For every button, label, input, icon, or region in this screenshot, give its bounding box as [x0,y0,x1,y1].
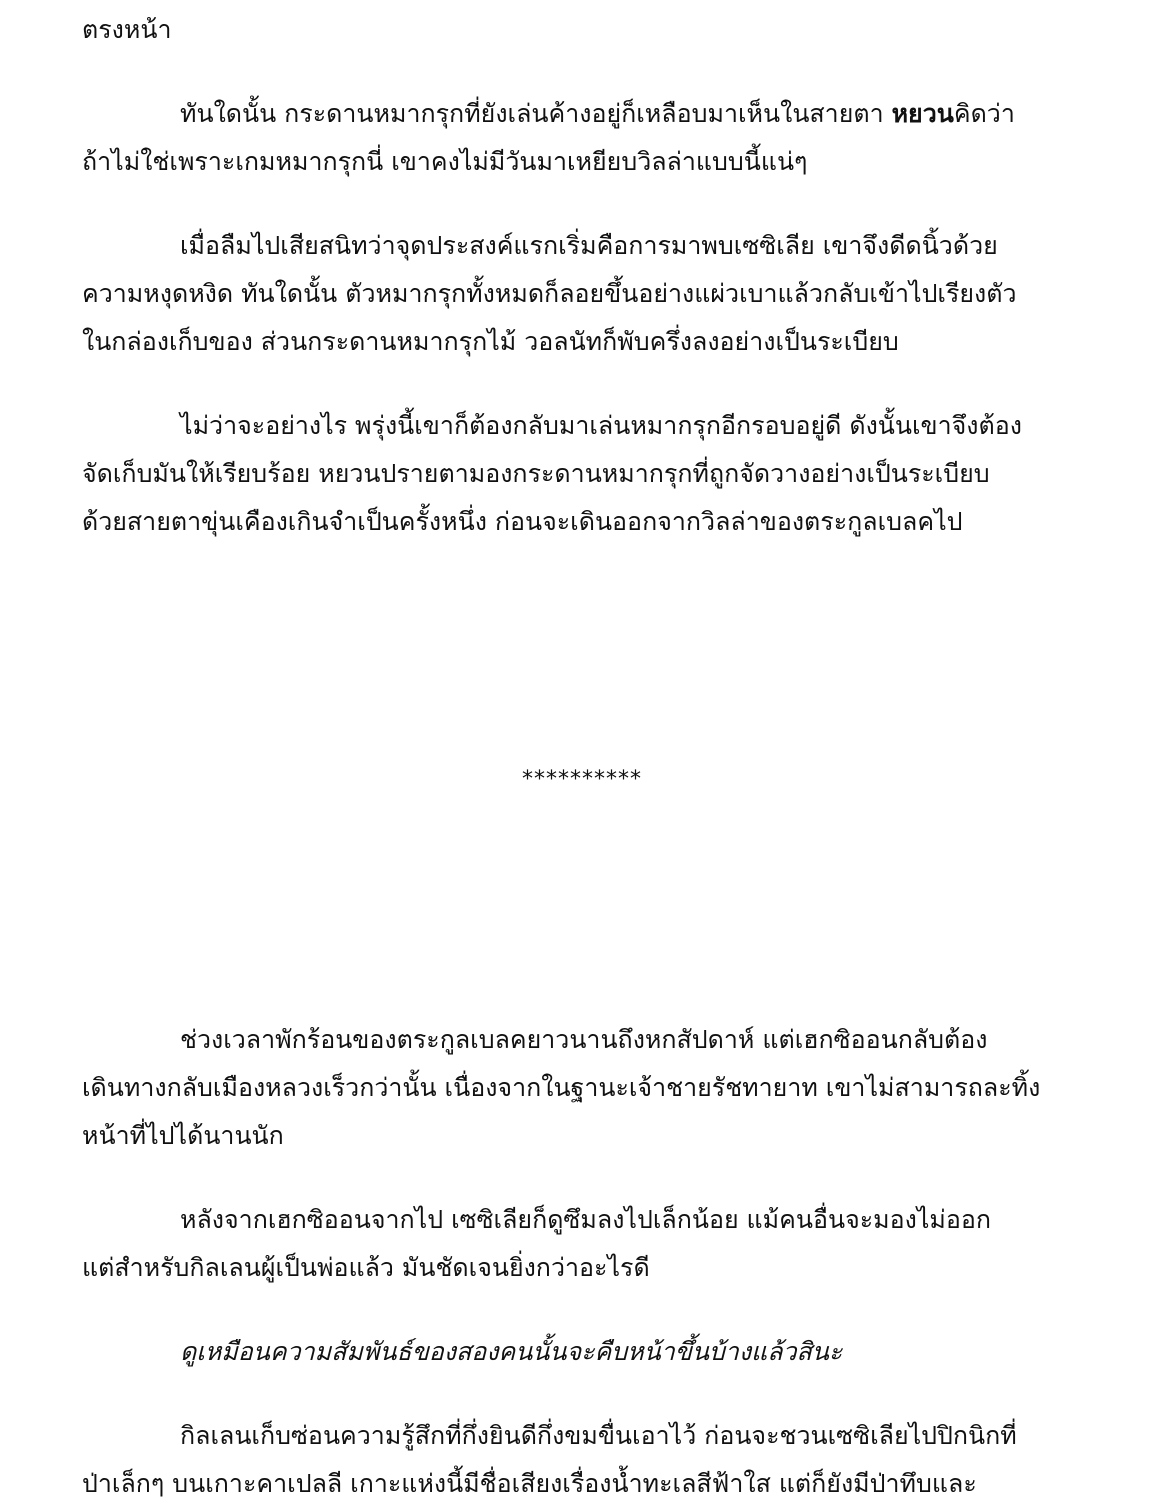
text-line: ความหงุดหงิด ทันใดนั้น ตัวหมากรุกทั้งหมดก็ลอยขึ้นอย่างแผ่วเบาแล้วกลับเข้าไปเรียงตัว [82,279,1017,308]
text-line: กิลเลนเก็บซ่อนความรู้สึกที่กึ่งยินดีกึ่งขมขื่นเอาไว้ ก่อนจะชวนเซซิเลียไปปิกนิกที่ [180,1421,1017,1450]
text-line: เมื่อลืมไปเสียสนิทว่าจุดประสงค์แรกเริ่มคือการมาพบเซซิเลีย เขาจึงดีดนิ้วด้วย [180,231,998,260]
text-line: ด้วยสายตาขุ่นเคืองเกินจำเป็นครั้งหนึ่ง ก่อนจะเดินออกจากวิลล่าของตระกูลเบลคไป [82,507,963,536]
text-line: แต่สำหรับกิลเลนผู้เป็นพ่อแล้ว มันชัดเจนยิ่งกว่าอะไรดี [82,1253,650,1282]
text-line: ในกล่องเก็บของ ส่วนกระดานหมากรุกไม้ วอลนัทก็พับครึ่งลงอย่างเป็นระเบียบ [82,327,899,356]
text-line: จัดเก็บมันให้เรียบร้อย หยวนปรายตามองกระดานหมากรุกที่ถูกจัดวางอย่างเป็นระเบียบ [82,459,990,488]
text-line: ตรงหน้า [82,15,172,44]
character-name-bold: หยวน [891,99,954,128]
text-line: หน้าที่ไปได้นานนัก [82,1121,284,1150]
text-span: ทันใดนั้น กระดานหมากรุกที่ยังเล่นค้างอยู่ก็เหลือบมาเห็นในสายตา [180,99,892,128]
italic-thought-line: ดูเหมือนความสัมพันธ์ของสองคนนั้นจะคืบหน้าขึ้นบ้างแล้วสินะ [180,1337,843,1366]
text-line: ถ้าไม่ใช่เพราะเกมหมากรุกนี่ เขาคงไม่มีวันมาเหยียบวิลล่าแบบนี้แน่ๆ [82,147,808,176]
text-line: ช่วงเวลาพักร้อนของตระกูลเบลคยาวนานถึงหกสัปดาห์ แต่เฮกซิออนกลับต้อง [180,1025,988,1054]
section-separator: ********** [522,767,642,792]
text-line: หลังจากเฮกซิออนจากไป เซซิเลียก็ดูซึมลงไปเล็กน้อย แม้คนอื่นจะมองไม่ออก [180,1205,992,1234]
text-span: คิดว่า [953,99,1015,128]
text-line: เดินทางกลับเมืองหลวงเร็วกว่านั้น เนื่องจากในฐานะเจ้าชายรัชทายาท เขาไม่สามารถละทิ้ง [82,1073,1041,1102]
text-line: ป่าเล็กๆ บนเกาะคาเปลลี เกาะแห่งนี้มีชื่อเสียงเรื่องน้ำทะเลสีฟ้าใส แต่ก็ยังมีป่าทึบและ [82,1469,977,1498]
text-line: ไม่ว่าจะอย่างไร พรุ่งนี้เขาก็ต้องกลับมาเล่นหมากรุกอีกรอบอยู่ดี ดังนั้นเขาจึงต้อง [180,411,1022,440]
text-line [180,96,1015,132]
